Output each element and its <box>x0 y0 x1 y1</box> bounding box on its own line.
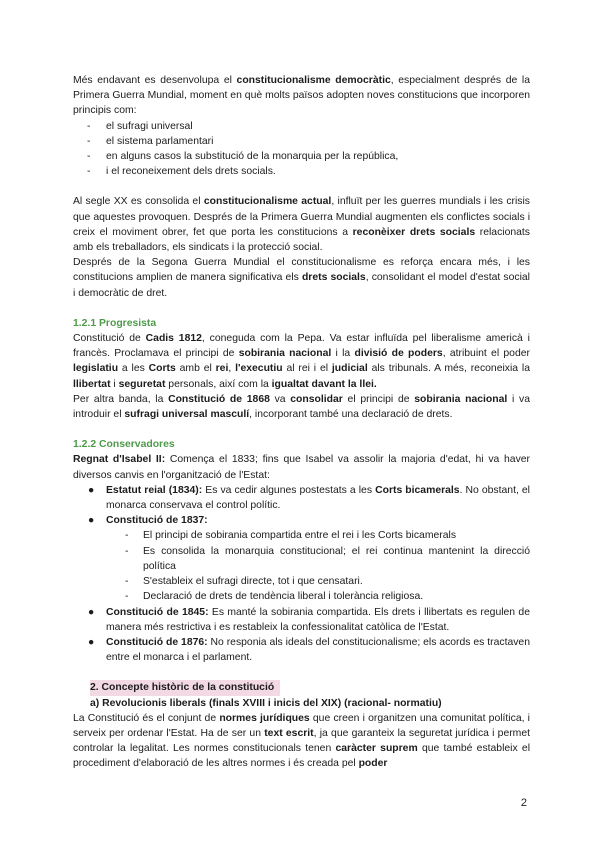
list-item: - el sufragi universal <box>73 119 530 134</box>
heading-conservadores: 1.2.2 Conservadores <box>73 439 175 451</box>
list-item: - el sistema parlamentari <box>73 134 530 149</box>
sublist-item: - S'estableix el sufragi directe, tot i que censatari. <box>106 574 530 589</box>
principles-list <box>73 119 530 180</box>
list-item-constitucio-1876: ● Constitució de 1876: No responia als ideals del constitucionalisme; els acords es tractaven entre el monarca i el parlament. <box>88 636 530 664</box>
heading-progressista: 1.2.1 Progresista <box>73 317 157 329</box>
list-item: - en alguns casos la substitució de la monarquia per la república, <box>73 149 530 164</box>
list-item-constitucio-1837: ● Constitució de 1837: - El principi de sobirania compartida entre el rei i les Corts bicamerals - Es consolida la monarquia constitucional; el rei continua mantenint la direcció política - S'estableix el sufragi directe, tot i que censatari. - Declaració de drets de tendència liberal i tolerància religiosa. <box>73 513 530 604</box>
section-2-heading: 2. Concepte històric de la constitució <box>73 680 530 695</box>
document-page <box>73 73 530 772</box>
paragraph-isabel-ii: Regnat d'Isabel II: Comença el 1833; fins que Isabel va assolir la majoria d'edat, hi va haver diversos canvis en l'organització de l'Estat: <box>73 454 530 481</box>
list-item-constitucio-1845: ● Constitució de 1845: Es manté la sobirania compartida. Els drets i llibertats es regulen de manera més restrictiva i es restableix la confessionalitat catòlica de l'Estat. <box>88 606 530 633</box>
bullet-icon: ● <box>88 606 95 618</box>
paragraph-constitution-1868: Per altra banda, la Constitució de 1868 va consolidar el principi de sobirania nacional i va introduir el sufragi universal masculí, incorporant també una declaració de drets. <box>73 393 530 421</box>
sublist-item: - Es consolida la monarquia constitucional; el rei continua mantenint la direcció política <box>106 544 530 574</box>
page-number: 2 <box>520 797 527 809</box>
paragraph-current-constitutionalism: Al segle XX es consolida el constitucionalisme actual, influït per les guerres mundials i les crisis que aquestes provoquen. Després de la Primera Guerra Mundial augmenten els conflictes socials i creix el moviment obrer, fet que porta les constitucions a reconèixer drets socials relacionats amb els treballadors, els sindicats i la protecció social. <box>73 196 530 254</box>
paragraph-cadis-1812: Constitució de Cadis 1812, coneguda com la Pepa. Va estar influïda pel liberalisme americà i francès. Proclamava el principi de sobirania nacional i la divisió de poders, atribuint el poder legislatiu a les Corts amb el rei, l'executiu al rei i el judicial als tribunals. A més, reconeixia la llibertat i seguretat personals, així com la igualtat davant la llei. <box>73 333 530 390</box>
paragraph-constitution-definition: La Constitució és el conjunt de normes jurídiques que creen i organitzen una comunitat política, i serveix per ordenar l'Estat. Ha de ser un text escrit, ja que garanteix la seguretat jurídica i permet controlar la legalitat. Les normes constitucionals tenen caràcter suprem que també estableix el procediment d'elaboració de les altres normes i és creada pel poder <box>73 712 531 770</box>
bullet-icon: ● <box>88 515 95 527</box>
sublist-item: - Declaració de drets de tendència liberal i tolerància religiosa. <box>106 589 530 604</box>
constitucio-1837-sublist <box>106 528 530 604</box>
constitutions-list <box>73 483 530 665</box>
list-item-estatut-1834: ● Estatut reial (1834): Es va cedir algunes postestats a les Corts bicamerals. No obstant, el monarca conservava el control polític. <box>88 484 530 512</box>
paragraph-post-ww2: Després de la Segona Guerra Mundial el constitucionalisme es reforça encara més, i les constitucions amplien de manera significativa els drets socials, consolidant el model d'estat social i democràtic de dret. <box>73 257 530 299</box>
paragraph-democratic-constitutionalism: Més endavant es desenvolupa el constitucionalisme democràtic, especialment després de la Primera Guerra Mundial, moment en què molts països adopten noves constitucions que incorporen principis com: <box>73 75 530 117</box>
bullet-icon: ● <box>88 636 95 648</box>
sublist-item: - El principi de sobirania compartida entre el rei i les Corts bicamerals <box>106 528 530 543</box>
bullet-icon: ● <box>88 484 95 496</box>
subsection-a-heading: a) Revolucionis liberals (finals XVIII i inicis del XIX) (racional- normatiu) <box>90 697 442 709</box>
list-item: - i el reconeixement dels drets socials. <box>73 164 530 179</box>
